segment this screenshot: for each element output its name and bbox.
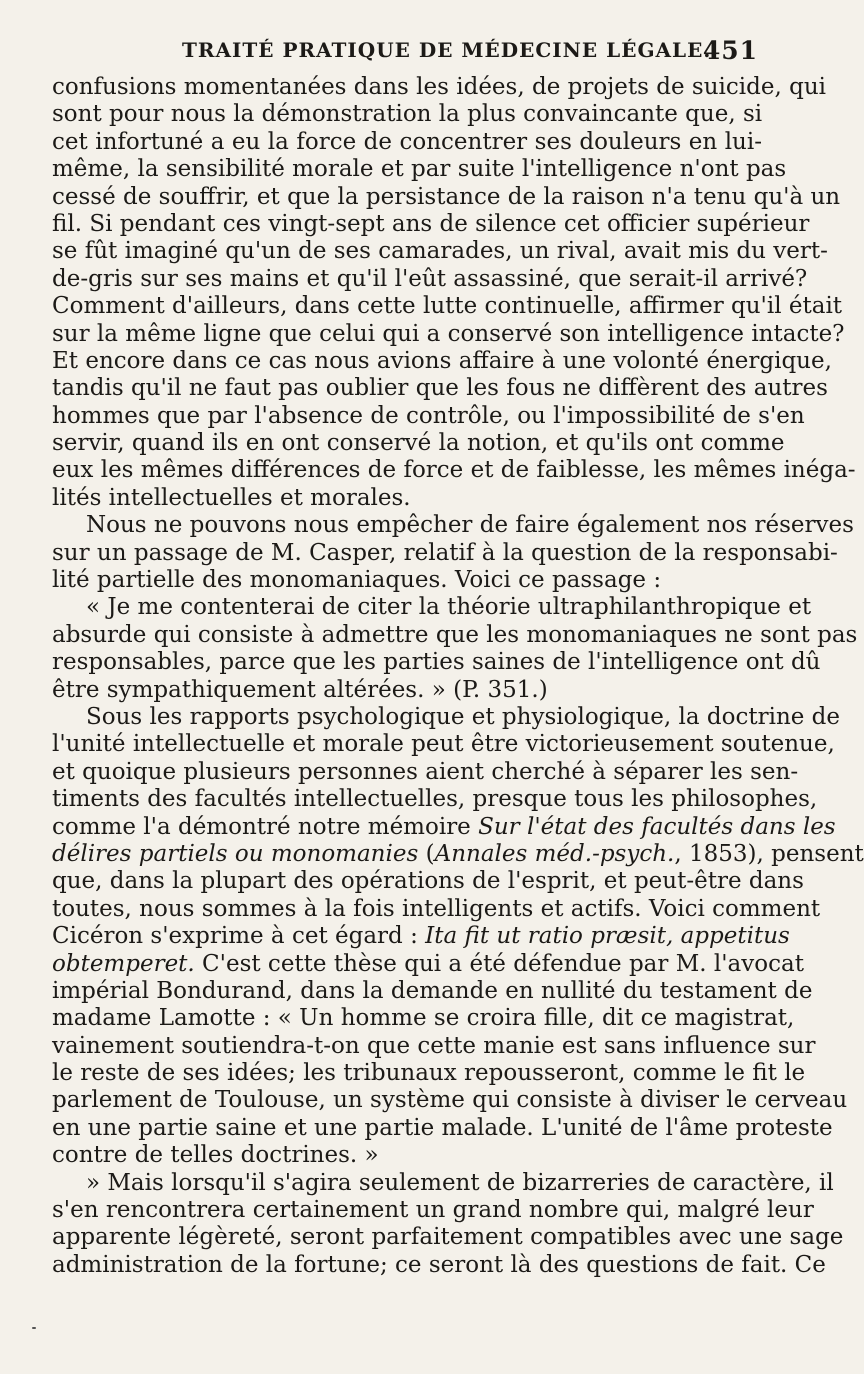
text-line: sur un passage de M. Casper, relatif à la question de la responsabi- <box>52 539 838 566</box>
text-line: timents des facultés intellectuelles, presque tous les philosophes, <box>52 786 818 813</box>
italic-journal: Annales méd.-psych. <box>434 840 675 867</box>
text-line: » Mais lorsqu'il s'agira seulement de bizarreries de caractère, il <box>86 1169 834 1196</box>
text-line <box>52 813 836 841</box>
text-line: de-gris sur ses mains et qu'il l'eût assassiné, que serait-il arrivé? <box>52 265 808 292</box>
text-line: sur la même ligne que celui qui a conservé son intelligence intacte? <box>52 320 845 347</box>
text-line: en une partie saine et une partie malade. L'unité de l'âme proteste <box>52 1114 833 1141</box>
text-line: Et encore dans ce cas nous avions affaire à une volonté énergique, <box>52 347 832 374</box>
running-head <box>52 38 758 70</box>
text-run: , 1853), pensent <box>674 840 864 867</box>
text-line: lités intellectuelles et morales. <box>52 484 411 511</box>
text-run: Cicéron s'exprime à cet égard : <box>52 923 418 950</box>
text-line: lité partielle des monomaniaques. Voici ce passage : <box>52 567 662 594</box>
text-line: servir, quand ils en ont conservé la notion, et qu'ils ont comme <box>52 430 785 457</box>
text-line: confusions momentanées dans les idées, de projets de suicide, qui <box>52 74 826 100</box>
print-speck <box>32 1327 36 1329</box>
body-text <box>52 74 864 1279</box>
text-line: le reste de ses idées; les tribunaux repousseront, comme le fit le <box>52 1060 806 1087</box>
text-run: C'est cette thèse qui a été défendue par M. l'avocat <box>202 950 804 977</box>
text-line: que, dans la plupart des opérations de l'esprit, et peut-être dans <box>52 868 804 895</box>
text-line: vainement soutiendra-t-on que cette manie est sans influence sur <box>52 1032 816 1059</box>
quote-line: absurde qui consiste à admettre que les monomaniaques ne sont pas <box>52 621 858 648</box>
text-line: fil. Si pendant ces vingt-sept ans de silence cet officier supérieur <box>52 210 810 237</box>
text-run: comme l'a démontré notre mémoire <box>52 813 471 840</box>
text-line <box>52 950 804 978</box>
text-line: cessé de souffrir, et que la persistance de la raison n'a tenu qu'à un <box>52 183 841 210</box>
italic-latin: Ita fit ut ratio præsit, appetitus <box>425 923 790 950</box>
text-line: même, la sensibilité morale et par suite l'intelligence n'ont pas <box>52 156 787 183</box>
text-line: tandis qu'il ne faut pas oublier que les fous ne diffèrent des autres <box>52 375 828 402</box>
text-line: madame Lamotte : « Un homme se croira fille, dit ce magistrat, <box>52 1005 795 1032</box>
quote-line: responsables, parce que les parties saines de l'intelligence ont dû <box>52 649 821 676</box>
text-line: l'unité intellectuelle et morale peut être victorieusement soutenue, <box>52 731 835 758</box>
text-line: Sous les rapports psychologique et physiologique, la doctrine de <box>86 703 841 730</box>
italic-title: Sur l'état des facultés dans les <box>478 813 836 840</box>
text-line: apparente légèreté, seront parfaitement compatibles avec une sage <box>52 1224 844 1251</box>
text-line: Comment d'ailleurs, dans cette lutte continuelle, affirmer qu'il était <box>52 293 843 320</box>
quote-line: « Je me contenterai de citer la théorie ultraphilanthropique et <box>86 594 812 621</box>
text-line: eux les mêmes différences de force et de faiblesse, les mêmes inéga- <box>52 457 856 484</box>
text-line: parlement de Toulouse, un système qui consiste à diviser le cerveau <box>52 1087 848 1114</box>
text-line: hommes que par l'absence de contrôle, ou l'impossibilité de s'en <box>52 402 805 429</box>
page-number: 451 <box>702 36 758 65</box>
text-line: toutes, nous sommes à la fois intelligents et actifs. Voici comment <box>52 895 821 922</box>
text-run: ( <box>425 840 435 867</box>
text-line: administration de la fortune; ce seront là des questions de fait. Ce <box>52 1251 826 1278</box>
text-line: s'en rencontrera certainement un grand nombre qui, malgré leur <box>52 1197 814 1224</box>
text-line: sont pour nous la démonstration la plus convaincante que, si <box>52 101 763 128</box>
text-line: contre de telles doctrines. » <box>52 1142 379 1169</box>
text-line <box>52 923 790 950</box>
text-line: cet infortuné a eu la force de concentrer ses douleurs en lui- <box>52 128 762 155</box>
text-line: impérial Bondurand, dans la demande en nullité du testament de <box>52 977 813 1004</box>
quote-line: être sympathiquement altérées. » (P. 351.) <box>52 676 548 703</box>
running-title: TRAITÉ PRATIQUE DE MÉDECINE LÉGALE. <box>182 38 712 62</box>
italic-latin: obtemperet. <box>52 950 195 977</box>
text-line: se fût imaginé qu'un de ses camarades, un rival, avait mis du vert- <box>52 238 828 265</box>
text-line: Nous ne pouvons nous empêcher de faire également nos réserves <box>86 512 854 539</box>
text-line <box>52 840 864 868</box>
text-line: et quoique plusieurs personnes aient cherché à séparer les sen- <box>52 758 799 785</box>
italic-title: délires partiels ou monomanies <box>52 840 419 867</box>
